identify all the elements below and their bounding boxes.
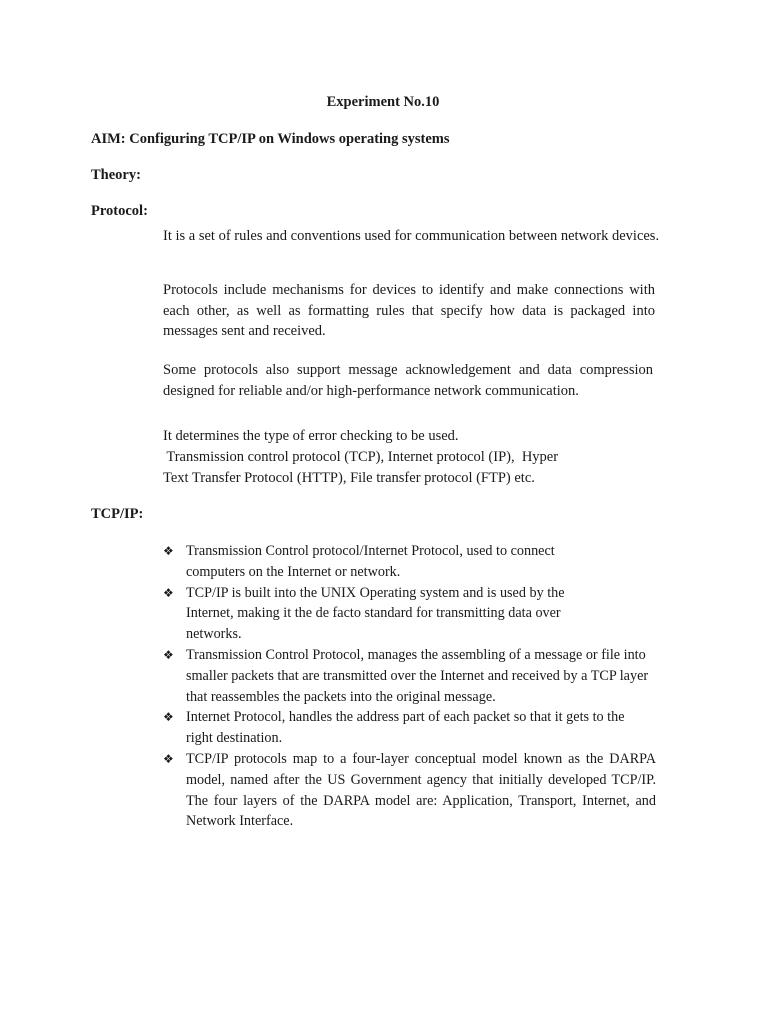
bullet-text: TCP/IP protocols map to a four-layer conceptual model known as the DARPA model, named after the US Government agency that initially developed TCP/IP. The four layers of the DARPA model are: Application, Transport, Internet, and Network Interface. <box>186 750 656 830</box>
bullet-text: Transmission Control protocol/Internet Protocol, used to connect computers on the Internet or network. <box>186 543 555 580</box>
list-item <box>163 645 671 707</box>
error-checking-line: It determines the type of error checking to be used. <box>163 428 459 444</box>
bullet-text: Transmission Control Protocol, manages the assembling of a message or file into smaller packets that are transmitted over the Internet and received by a TCP layer that reassembles the packets into the original message. <box>186 646 649 705</box>
protocol-paragraph-1 <box>163 228 678 245</box>
tcpip-bullet-list <box>163 541 656 832</box>
diamond-bullet-icon: ❖ <box>163 647 174 662</box>
list-item <box>163 707 653 749</box>
diamond-bullet-icon: ❖ <box>163 544 174 558</box>
protocol-paragraph-3 <box>163 360 653 401</box>
diamond-bullet-icon: ❖ <box>163 751 174 766</box>
protocol-acknowledgement-text: Some protocols also support message acknowledgement and data compression designed for reliable and/or high-performance network communication. <box>163 362 653 399</box>
protocol-mechanisms-text: Protocols include mechanisms for devices to identify and make connections with each other, as well as formatting rules that specify how data is packaged into messages sent and received. <box>163 282 655 339</box>
theory-heading: Theory: <box>91 167 141 183</box>
protocol-examples-line-1: Transmission control protocol (TCP), Internet protocol (IP), Hyper <box>163 449 559 465</box>
bullet-text: Internet Protocol, handles the address part of each packet so that it gets to the right destination. <box>186 709 625 747</box>
diamond-bullet-icon: ❖ <box>163 710 174 725</box>
aim-heading: AIM: Configuring TCP/IP on Windows operating systems <box>91 131 450 147</box>
experiment-title: Experiment No.10 <box>326 94 440 110</box>
protocol-examples-line-2: Text Transfer Protocol (HTTP), File transfer protocol (FTP) etc. <box>163 470 535 486</box>
diamond-bullet-icon: ❖ <box>163 585 174 600</box>
protocol-paragraph-4 <box>163 426 623 489</box>
protocol-definition-text: It is a set of rules and conventions used for communication between network devices. <box>163 228 660 244</box>
protocol-paragraph-2 <box>163 280 655 342</box>
tcpip-heading: TCP/IP: <box>91 506 144 522</box>
list-item <box>163 583 596 645</box>
list-item <box>163 749 656 832</box>
list-item <box>163 541 581 583</box>
protocol-heading: Protocol: <box>91 203 148 219</box>
bullet-text: TCP/IP is built into the UNIX Operating system and is used by the Internet, making it the de facto standard for transmitting data over networks. <box>186 584 565 643</box>
